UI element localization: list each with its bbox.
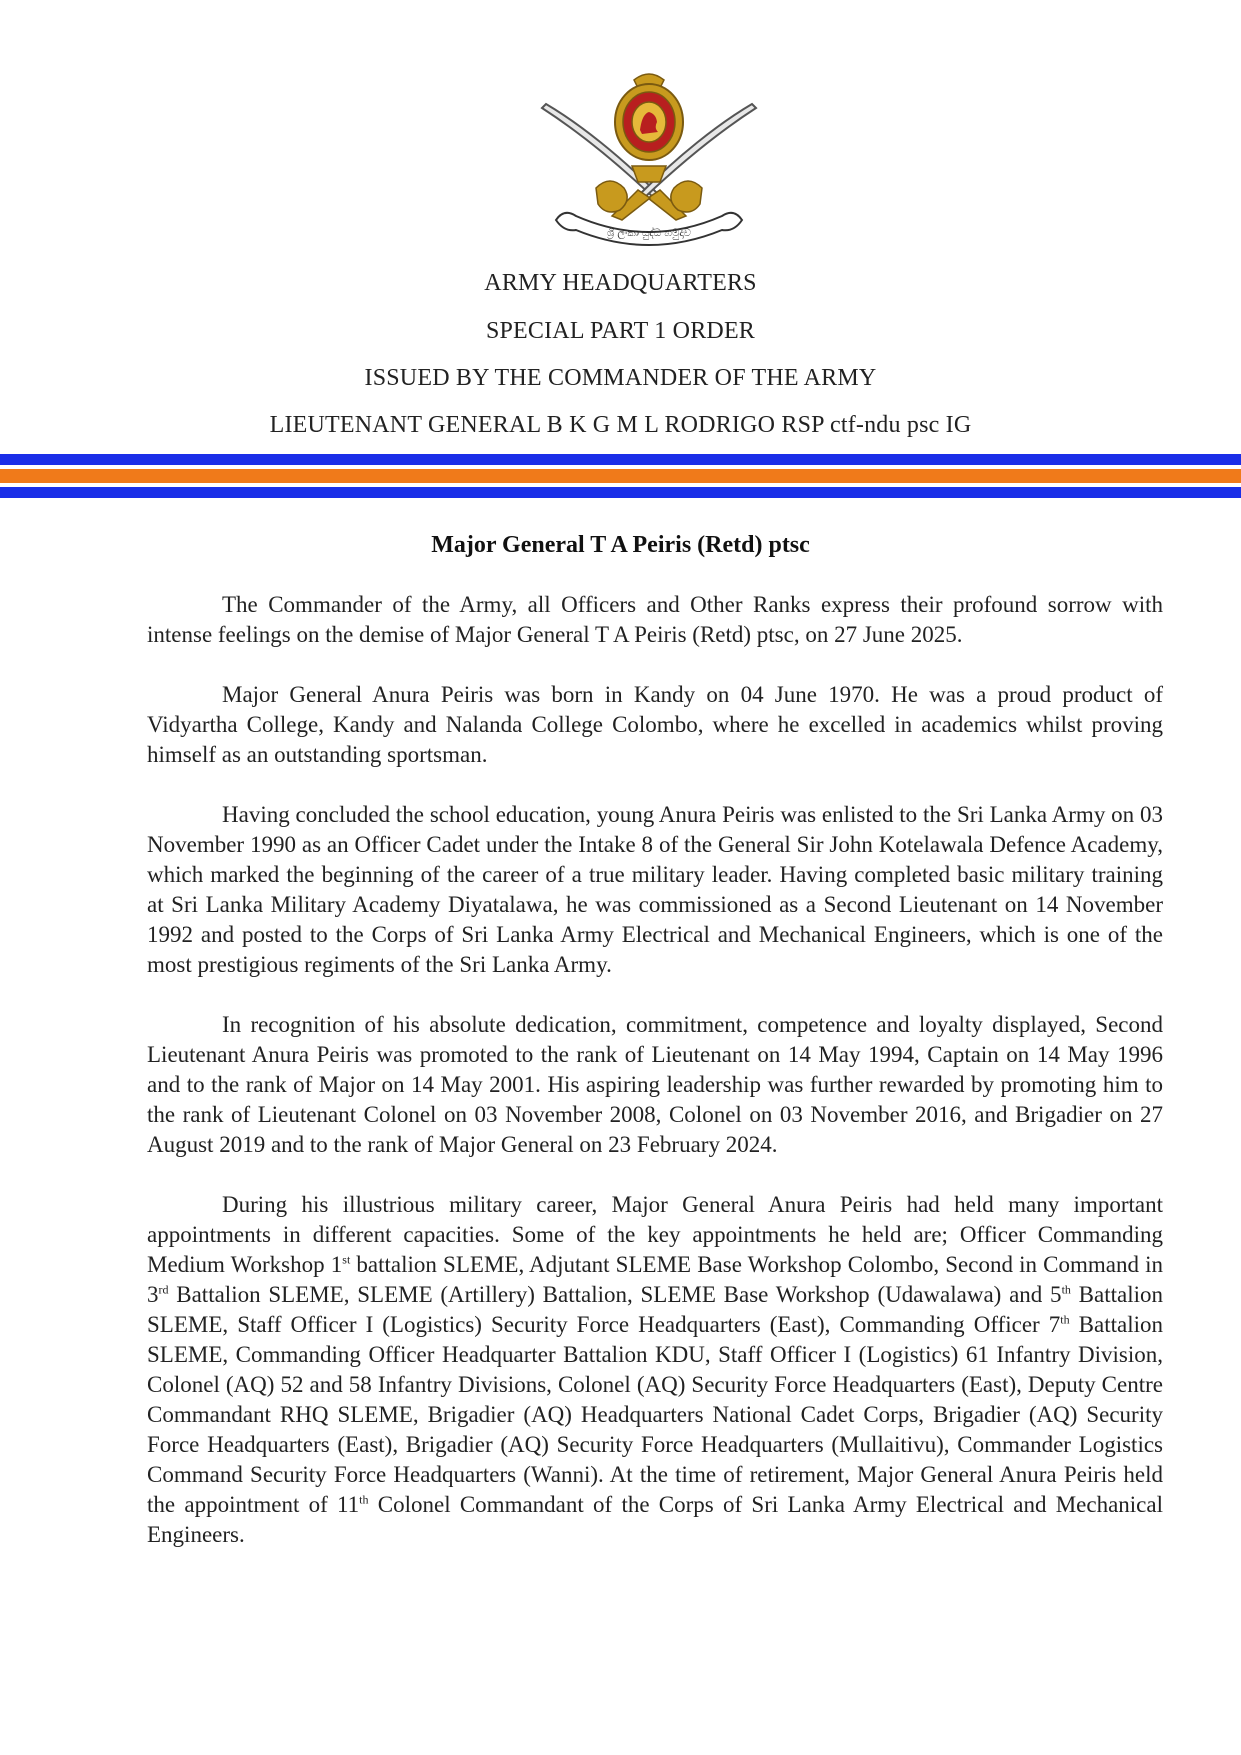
divider-band-orange — [0, 469, 1241, 483]
paragraph-5-text-5: Battalion SLEME, Commanding Officer Headquarter Battalion KDU, Staff Officer I (Logistics) 61 Infantry Division, Colonel (AQ) 52 and 58 Infantry Divisions, Colonel (AQ) Security Force Headquarters (East), Deputy Centre Commandant RHQ SLEME, Brigadier (AQ) Headquarters National Cadet Corps, Brigadier (AQ) Security Force Headquarters (East), Brigadier (AQ) Security Force Headquarters (Mullaitivu), Commander Logistics Command Security Force Headquarters (Wanni). At the time of retirement, Major General Anura Peiris held the appointment of 11 — [147, 1312, 1163, 1517]
paragraph-2: Major General Anura Peiris was born in Kandy on 04 June 1970. He was a proud product of Vidyartha College, Kandy and Nalanda College Colombo, where he excelled in academics whilst proving himself as an outstanding sportsman. — [147, 682, 1163, 767]
paragraph-5-text-6: Colonel Commandant of the Corps of Sri Lanka Army Electrical and Mechanical Engineers. — [147, 1492, 1163, 1547]
ordinal-suffix-4: th — [1060, 1312, 1070, 1327]
ordinal-suffix-5: th — [359, 1492, 369, 1507]
paragraph-3: Having concluded the school education, young Anura Peiris was enlisted to the Sri Lanka Army on 03 November 1990 as an Officer Cadet under the Intake 8 of the General Sir John Kotelawala Defence Academy, which marked the beginning of the career of a true military leader. Having completed basic military training at Sri Lanka Military Academy Diyatalawa, he was commissioned as a Second Lieutenant on 14 November 1992 and posted to the Corps of Sri Lanka Army Electrical and Mechanical Engineers, which is one of the most prestigious regiments of the Sri Lanka Army. — [147, 802, 1163, 977]
paragraph-4: In recognition of his absolute dedication, commitment, competence and loyalty displayed, Second Lieutenant Anura Peiris was promoted to the rank of Lieutenant on 14 May 1994, Captain on 14 May 1996 and to the rank of Major on 14 May 2001. His aspiring leadership was further rewarded by promoting him to the rank of Lieutenant Colonel on 03 November 2008, Colonel on 03 November 2016, and Brigadier on 27 August 2019 and to the rank of Major General on 23 February 2024. — [147, 1012, 1163, 1157]
header-line-2: SPECIAL PART 1 ORDER — [485, 318, 756, 344]
ordinal-suffix-3: th — [1061, 1282, 1071, 1297]
paragraph-5-text-1: During his illustrious military career, Major General Anura Peiris had held many important appointments in different capacities. Some of the key appointments he held are; Officer Commanding Medium Workshop 1 — [147, 1192, 1163, 1277]
paragraph-5 — [147, 1190, 1163, 1550]
divider-band-blue-top — [0, 454, 1241, 465]
header-line-1: ARMY HEADQUARTERS — [484, 270, 757, 296]
paragraph-5-text-3: Battalion SLEME, SLEME (Artillery) Battalion, SLEME Base Workshop (Udawalawa) and 5 — [168, 1282, 1062, 1307]
paragraph-5-text-4: Battalion SLEME, Staff Officer I (Logistics) Security Force Headquarters (East), Commanding Officer 7 — [147, 1282, 1163, 1337]
ordinal-suffix-2: rd — [158, 1282, 169, 1297]
army-crest-icon — [536, 70, 762, 260]
svg-text:ශ්‍රී ලංකා යුද්ධ හමුදාව: ශ්‍රී ලංකා යුද්ධ හමුදාව — [607, 228, 691, 239]
document-body — [147, 590, 1163, 1580]
paragraph-5-text-2: battalion SLEME, Adjutant SLEME Base Workshop Colombo, Second in Command in 3 — [147, 1252, 1163, 1307]
divider-band-blue-bottom — [0, 487, 1241, 498]
paragraph-1: The Commander of the Army, all Officers and Other Ranks express their profound sorrow with intense feelings on the demise of Major General T A Peiris (Retd) ptsc, on 27 June 2025. — [147, 592, 1163, 647]
header-line-4: LIEUTENANT GENERAL B K G M L RODRIGO RSP ctf-ndu psc IG — [269, 412, 972, 438]
header-line-3: ISSUED BY THE COMMANDER OF THE ARMY — [364, 365, 877, 391]
ordinal-suffix-1: st — [342, 1252, 351, 1267]
document-title: Major General T A Peiris (Retd) ptsc — [431, 532, 810, 558]
